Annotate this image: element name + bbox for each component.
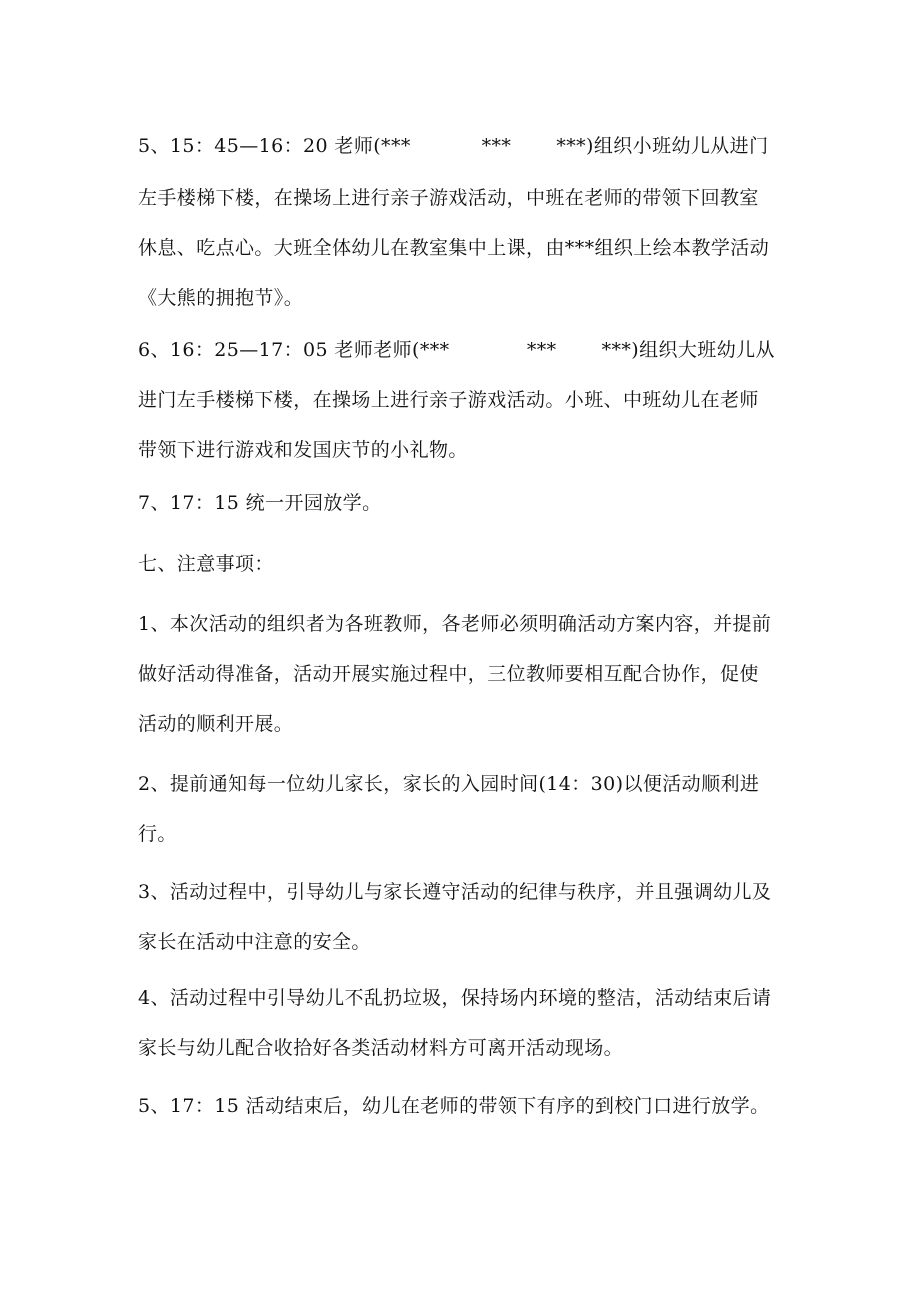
note-3-line-1: 3、活动过程中，引导幼儿与家长遵守活动的纪律与秩序，并且强调幼儿及 xyxy=(138,881,772,903)
note-4-line-2: 家长与幼儿配合收拾好各类活动材料方可离开活动现场。 xyxy=(138,1037,624,1059)
note-2-line-2: 行。 xyxy=(138,823,177,845)
schedule-item-5-line-3: 休息、吃点心。大班全体幼儿在教室集中上课，由***组织上绘本教学活动 xyxy=(138,237,770,259)
note-1-line-2: 做好活动得准备，活动开展实施过程中，三位教师要相互配合协作，促使 xyxy=(138,663,759,685)
schedule-item-6-line-1: 6、16：25—17：05 老师老师(*** *** ***)组织大班幼儿从 xyxy=(138,339,775,361)
note-1-line-1: 1、本次活动的组织者为各班教师，各老师必须明确活动方案内容，并提前 xyxy=(138,613,772,635)
note-1-line-3: 活动的顺利开展。 xyxy=(138,713,294,735)
schedule-item-7: 7、17：15 统一开园放学。 xyxy=(138,492,382,514)
note-5-line-1: 5、17：15 活动结束后，幼儿在老师的带领下有序的到校门口进行放学。 xyxy=(138,1095,770,1117)
note-3-line-2: 家长在活动中注意的安全。 xyxy=(138,931,371,953)
schedule-item-6-line-3: 带领下进行游戏和发国庆节的小礼物。 xyxy=(138,439,468,461)
schedule-item-5-line-4: 《大熊的拥抱节》。 xyxy=(138,287,304,309)
schedule-item-6-line-2: 进门左手楼梯下楼，在操场上进行亲子游戏活动。小班、中班幼儿在老师 xyxy=(138,389,759,411)
note-4-line-1: 4、活动过程中引导幼儿不乱扔垃圾，保持场内环境的整洁，活动结束后请 xyxy=(138,987,772,1009)
section-title: 七、注意事项： xyxy=(138,553,274,575)
note-2-line-1: 2、提前通知每一位幼儿家长，家长的入园时间(14：30)以便活动顺利进 xyxy=(138,773,760,795)
schedule-item-5-line-2: 左手楼梯下楼，在操场上进行亲子游戏活动，中班在老师的带领下回教室 xyxy=(138,187,759,209)
schedule-item-5-line-1: 5、15：45—16：20 老师(*** *** ***)组织小班幼儿从进门 xyxy=(138,135,769,157)
